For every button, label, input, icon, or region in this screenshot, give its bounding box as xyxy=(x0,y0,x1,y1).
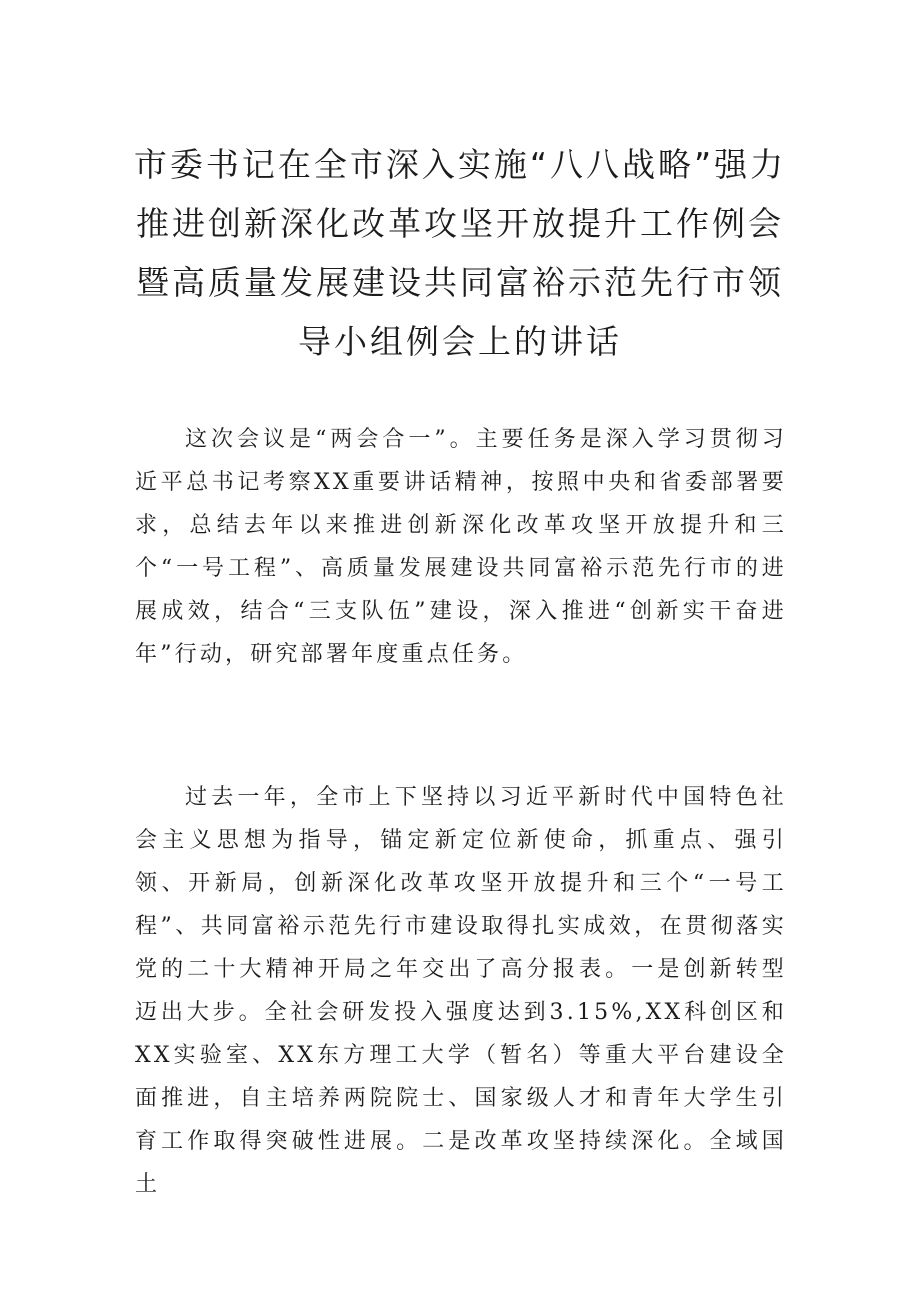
body-paragraph-1: 这次会议是“两会合一”。主要任务是深入学习贯彻习近平总书记考察XX重要讲话精神，按照中央和省委部署要求，总结去年以来推进创新深化改革攻坚开放提升和三个“一号工程”、高质量发展建设共同富裕示范先行市的进展成效，结合“三支队伍”建设，深入推进“创新实干奋进年”行动，研究部署年度重点任务。 xyxy=(135,427,787,667)
document-title xyxy=(118,135,802,371)
title-line: 导小组例会上的讲话 xyxy=(298,322,622,361)
body-paragraph-2: 过去一年，全市上下坚持以习近平新时代中国特色社会主义思想为指导，锚定新定位新使命，抓重点、强引领、开新局，创新深化改革攻坚开放提升和三个“一号工程”、共同富裕示范先行市建设取得扎实成效，在贯彻落实党的二十大精神开局之年交出了高分报表。一是创新转型迈出大步。全社会研发投入强度达到3.15%,XX科创区和XX实验室、XX东方理工大学（暂名）等重大平台建设全面推进，自主培养两院院士、国家级人才和青年大学生引育工作取得突破性进展。二是改革攻坚持续深化。全域国土 xyxy=(135,785,787,1197)
title-line: 市委书记在全市深入实施“八八战略”强力 xyxy=(133,145,787,184)
title-line: 暨高质量发展建设共同富裕示范先行市领 xyxy=(136,263,784,302)
title-line: 推进创新深化改革攻坚开放提升工作例会 xyxy=(136,204,784,243)
